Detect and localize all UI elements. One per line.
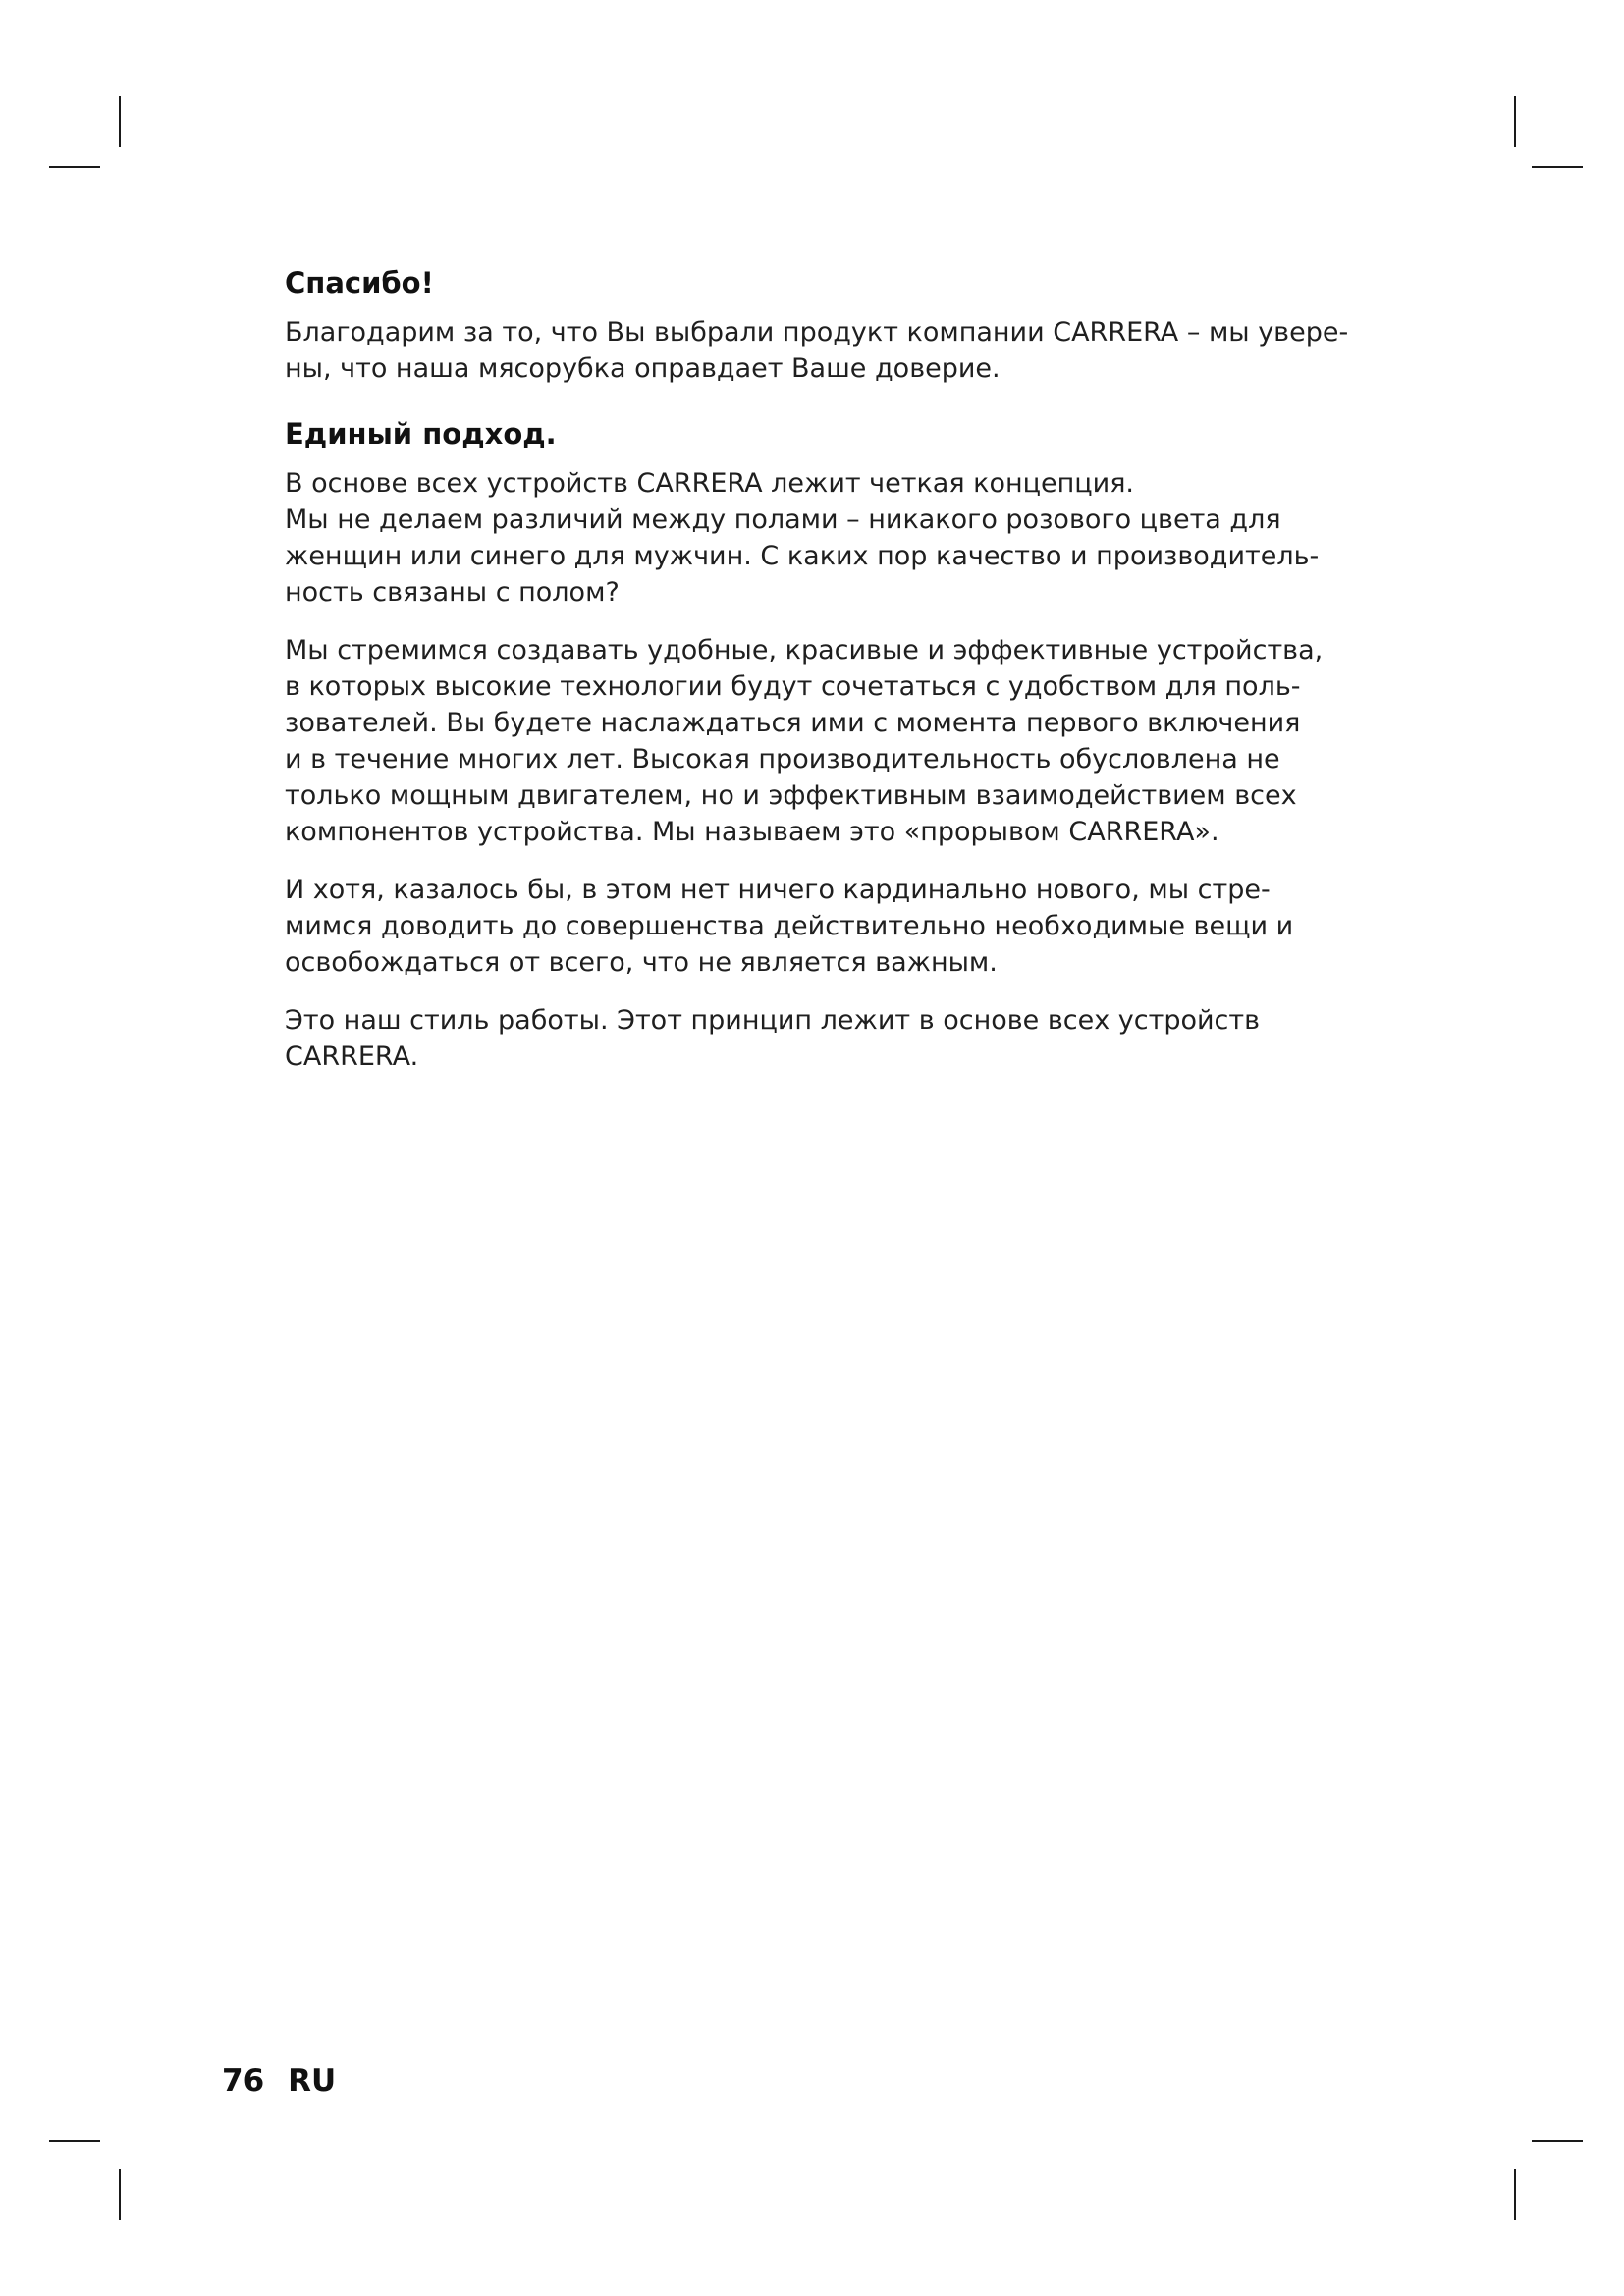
paragraph xyxy=(285,314,1355,387)
text-line: CARRERA. xyxy=(285,1041,419,1072)
crop-mark xyxy=(119,96,121,147)
paragraph xyxy=(285,632,1355,850)
text-line: ность связаны с полом? xyxy=(285,577,620,608)
crop-mark xyxy=(1532,2140,1583,2142)
crop-mark xyxy=(49,166,100,168)
crop-mark xyxy=(1532,166,1583,168)
text-line: только мощным двигателем, но и эффективным взаимодействием всех xyxy=(285,780,1297,811)
text-line: мимся доводить до совершенства действительно необходимые вещи и xyxy=(285,911,1294,941)
text-line: компонентов устройства. Мы называем это «прорывом CARRERA». xyxy=(285,817,1219,847)
paragraph xyxy=(285,465,1355,611)
text-line: освобождаться от всего, что не является важным. xyxy=(285,947,998,978)
text-line: Это наш стиль работы. Этот принцип лежит в основе всех устройств xyxy=(285,1005,1261,1036)
text-line: и в течение многих лет. Высокая производительность обусловлена не xyxy=(285,744,1280,774)
crop-mark xyxy=(49,2140,100,2142)
paragraph xyxy=(285,872,1355,981)
crop-mark xyxy=(1514,96,1516,147)
section-heading: Единый подход. xyxy=(285,417,557,451)
page-content xyxy=(285,263,1355,1096)
text-line: ны, что наша мясорубка оправдает Ваше доверие. xyxy=(285,353,1001,384)
section-heading: Спасибо! xyxy=(285,266,434,299)
text-line: в которых высокие технологии будут сочетаться с удобством для поль- xyxy=(285,671,1301,702)
text-line: Мы не делаем различий между полами – никакого розового цвета для xyxy=(285,505,1281,535)
crop-mark xyxy=(119,2169,121,2220)
text-line: Благодарим за то, что Вы выбрали продукт компании CARRERA – мы увере- xyxy=(285,317,1349,347)
page-number: 76 xyxy=(222,2063,265,2099)
language-code: RU xyxy=(288,2063,337,2099)
text-line: Мы стремимся создавать удобные, красивые и эффективные устройства, xyxy=(285,635,1324,666)
text-line: зователей. Вы будете наслаждаться ими с момента первого включения xyxy=(285,708,1301,738)
text-line: В основе всех устройств CARRERA лежит четкая концепция. xyxy=(285,468,1135,499)
section-thanks xyxy=(285,263,1355,387)
crop-mark xyxy=(1514,2169,1516,2220)
section-unified-approach xyxy=(285,414,1355,1075)
paragraph xyxy=(285,1002,1355,1075)
page-footer xyxy=(222,2063,336,2099)
text-line: женщин или синего для мужчин. С каких пор качество и производитель- xyxy=(285,541,1320,571)
text-line: И хотя, казалось бы, в этом нет ничего кардинально нового, мы стре- xyxy=(285,875,1271,905)
